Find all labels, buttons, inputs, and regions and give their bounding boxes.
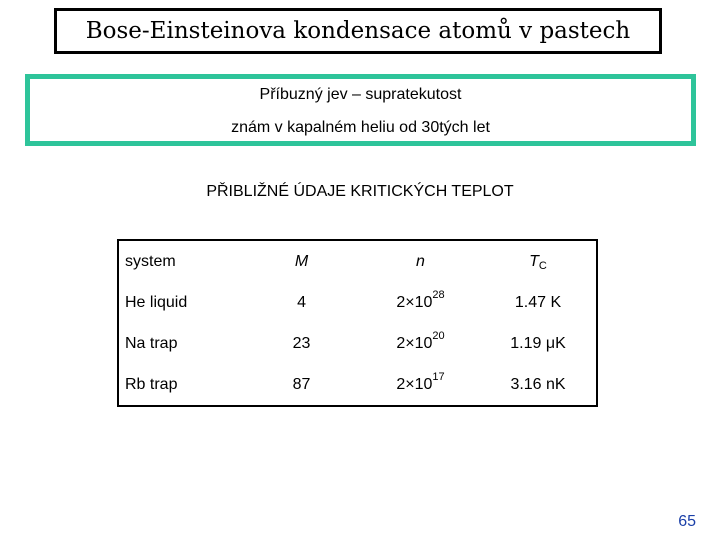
row-critical-temperature: 3.16 nK [510,375,566,393]
row-density [361,323,480,364]
row-mass: 4 [297,293,306,311]
row-critical-temperature: 1.19 μK [510,334,566,352]
table-row [118,364,597,406]
row-density [361,282,480,323]
header-system: system [125,252,176,270]
row-system: Rb trap [125,375,178,393]
row-system: He liquid [125,293,188,311]
table-header-row [118,240,597,282]
row-density-exponent: 20 [432,329,445,342]
slide-title-box [54,8,662,54]
table-heading: PŘIBLIŽNÉ ÚDAJE KRITICKÝCH TEPLOT [206,183,514,200]
row-density-exponent: 28 [432,288,445,301]
table-row [118,323,597,364]
row-critical-temperature: 1.47 K [514,293,562,311]
row-density [361,364,480,406]
row-mass: 87 [292,375,311,393]
table-row [118,282,597,323]
header-tc-sub: C [538,259,547,272]
header-mass: M [294,252,309,270]
row-density-exponent: 17 [432,370,445,383]
row-mass: 23 [292,334,311,352]
header-critical-temperature [480,240,597,282]
info-box [25,74,696,146]
row-density-mantissa: 2×10 [396,293,433,311]
slide-title: Bose-Einsteinova kondensace atomů v pastech [85,18,631,44]
row-density-mantissa: 2×10 [396,375,433,393]
info-line-superfluidity: Příbuzný jev – supratekutost [259,86,462,103]
header-tc-main: T [529,252,539,270]
critical-temperature-table [117,239,598,407]
info-line-helium: znám v kapalném heliu od 30tých let [231,119,490,136]
page-number: 65 [678,513,696,530]
header-density: n [416,252,425,270]
row-system: Na trap [125,334,178,352]
row-density-mantissa: 2×10 [396,334,433,352]
